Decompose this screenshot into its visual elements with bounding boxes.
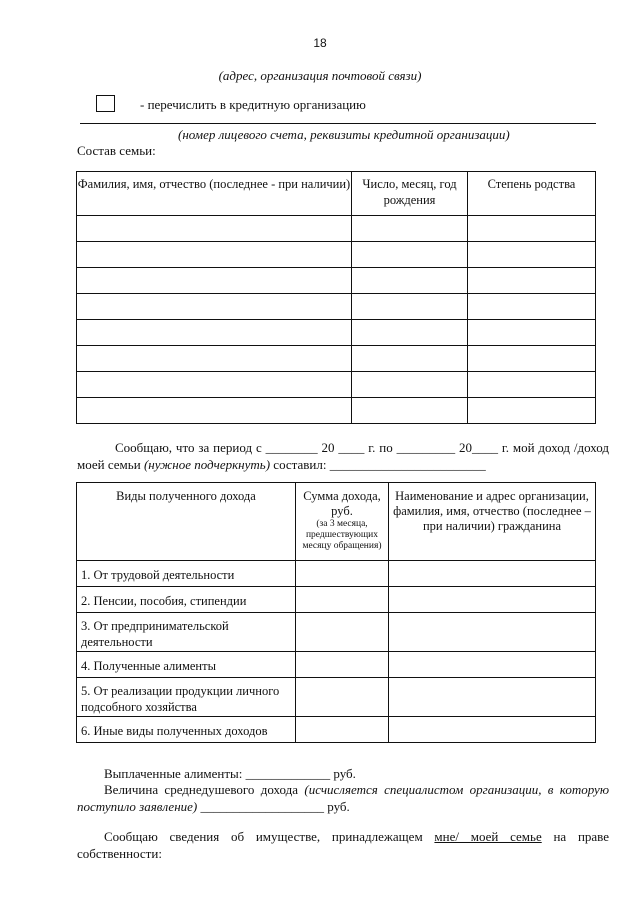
address-caption: (адрес, организация почтовой связи) bbox=[218, 68, 422, 83]
income-statement-note: (нужное подчеркнуть) bbox=[143, 457, 271, 472]
property-underlined: мне/ моей семье bbox=[434, 829, 542, 844]
property-lead: Сообщаю сведения об имуществе, принадлежащем bbox=[104, 829, 423, 844]
income-type-label: 4. Полученные алименты bbox=[77, 652, 296, 678]
header-fullname: Фамилия, имя, отчество (последнее - при наличии) bbox=[77, 172, 352, 216]
income-table-row bbox=[77, 613, 596, 652]
income-type-label: 5. От реализации продукции личного подсобного хозяйства bbox=[77, 678, 296, 717]
family-cell-fullname[interactable] bbox=[77, 398, 352, 424]
header-income-type: Виды полученного дохода bbox=[77, 483, 296, 561]
income-sum-cell[interactable] bbox=[296, 717, 389, 743]
income-sum-cell[interactable] bbox=[296, 652, 389, 678]
income-type-label: 6. Иные виды полученных доходов bbox=[77, 717, 296, 743]
family-table-row bbox=[77, 320, 596, 346]
income-sum-cell[interactable] bbox=[296, 587, 389, 613]
family-table bbox=[76, 171, 596, 424]
family-cell-birthdate[interactable] bbox=[352, 294, 468, 320]
header-income-sum bbox=[296, 483, 389, 561]
family-table-header bbox=[77, 172, 596, 216]
income-statement-total: составил: ________________________ bbox=[273, 457, 486, 472]
header-income-sum-note: (за 3 месяца, предшествующих месяцу обращения) bbox=[302, 519, 382, 551]
income-statement bbox=[77, 439, 609, 473]
average-income bbox=[77, 781, 609, 815]
income-sum-cell[interactable] bbox=[296, 613, 389, 652]
property-tail: на праве собственности: bbox=[77, 829, 609, 861]
average-income-lead: Величина среднедушевого дохода bbox=[104, 782, 299, 797]
income-type-label: 2. Пенсии, пособия, стипендии bbox=[77, 587, 296, 613]
family-table-row bbox=[77, 294, 596, 320]
family-cell-relationship[interactable] bbox=[468, 372, 596, 398]
income-table bbox=[76, 482, 596, 743]
account-caption: (номер лицевого счета, реквизиты кредитной организации) bbox=[178, 127, 510, 142]
family-cell-fullname[interactable] bbox=[77, 320, 352, 346]
family-cell-birthdate[interactable] bbox=[352, 346, 468, 372]
income-sum-cell[interactable] bbox=[296, 678, 389, 717]
family-cell-relationship[interactable] bbox=[468, 268, 596, 294]
income-table-row bbox=[77, 561, 596, 587]
family-cell-fullname[interactable] bbox=[77, 242, 352, 268]
income-table-row bbox=[77, 717, 596, 743]
average-income-note: (исчисляется специалистом организации, в которую поступило заявление) bbox=[77, 782, 609, 814]
family-table-row bbox=[77, 398, 596, 424]
credit-org-option-label: - перечислить в кредитную организацию bbox=[140, 97, 366, 112]
family-cell-fullname[interactable] bbox=[77, 372, 352, 398]
family-cell-fullname[interactable] bbox=[77, 268, 352, 294]
income-source-cell[interactable] bbox=[389, 561, 596, 587]
family-table-row bbox=[77, 242, 596, 268]
income-table-row bbox=[77, 678, 596, 717]
family-cell-relationship[interactable] bbox=[468, 398, 596, 424]
page-number: 18 bbox=[313, 36, 327, 50]
property-statement bbox=[77, 828, 609, 862]
alimony-paid-line: Выплаченные алименты: _____________ руб. bbox=[104, 766, 356, 781]
family-cell-relationship[interactable] bbox=[468, 294, 596, 320]
family-cell-birthdate[interactable] bbox=[352, 216, 468, 242]
income-source-cell[interactable] bbox=[389, 587, 596, 613]
income-source-cell[interactable] bbox=[389, 652, 596, 678]
family-table-row bbox=[77, 216, 596, 242]
family-heading: Состав семьи: bbox=[77, 143, 156, 158]
income-table-row bbox=[77, 652, 596, 678]
income-type-label: 1. От трудовой деятельности bbox=[77, 561, 296, 587]
account-number-line[interactable] bbox=[80, 123, 596, 124]
family-table-row bbox=[77, 372, 596, 398]
family-table-row bbox=[77, 268, 596, 294]
header-income-source: Наименование и адрес организации, фамилия, имя, отчество (последнее – при наличии) гражданина bbox=[389, 483, 596, 561]
income-statement-text: Сообщаю, что за период с ________ 20 ____ г. по _________ 20____ г. мой доход /доход моей семьи bbox=[77, 440, 609, 472]
family-cell-birthdate[interactable] bbox=[352, 398, 468, 424]
family-cell-fullname[interactable] bbox=[77, 346, 352, 372]
family-cell-birthdate[interactable] bbox=[352, 242, 468, 268]
header-birthdate: Число, месяц, год рождения bbox=[352, 172, 468, 216]
family-cell-relationship[interactable] bbox=[468, 242, 596, 268]
family-table-row bbox=[77, 346, 596, 372]
average-income-tail: ___________________ руб. bbox=[200, 799, 350, 814]
family-cell-relationship[interactable] bbox=[468, 346, 596, 372]
family-cell-fullname[interactable] bbox=[77, 216, 352, 242]
header-income-sum-main: Сумма дохода, руб. bbox=[303, 489, 381, 518]
income-source-cell[interactable] bbox=[389, 678, 596, 717]
family-cell-birthdate[interactable] bbox=[352, 372, 468, 398]
income-source-cell[interactable] bbox=[389, 613, 596, 652]
family-cell-relationship[interactable] bbox=[468, 216, 596, 242]
income-source-cell[interactable] bbox=[389, 717, 596, 743]
family-cell-birthdate[interactable] bbox=[352, 268, 468, 294]
income-sum-cell[interactable] bbox=[296, 561, 389, 587]
family-cell-fullname[interactable] bbox=[77, 294, 352, 320]
family-cell-birthdate[interactable] bbox=[352, 320, 468, 346]
credit-org-checkbox[interactable] bbox=[96, 95, 115, 112]
income-type-label: 3. От предпринимательской деятельности bbox=[77, 613, 296, 652]
income-table-header bbox=[77, 483, 596, 561]
header-relationship: Степень родства bbox=[468, 172, 596, 216]
income-table-row bbox=[77, 587, 596, 613]
family-cell-relationship[interactable] bbox=[468, 320, 596, 346]
